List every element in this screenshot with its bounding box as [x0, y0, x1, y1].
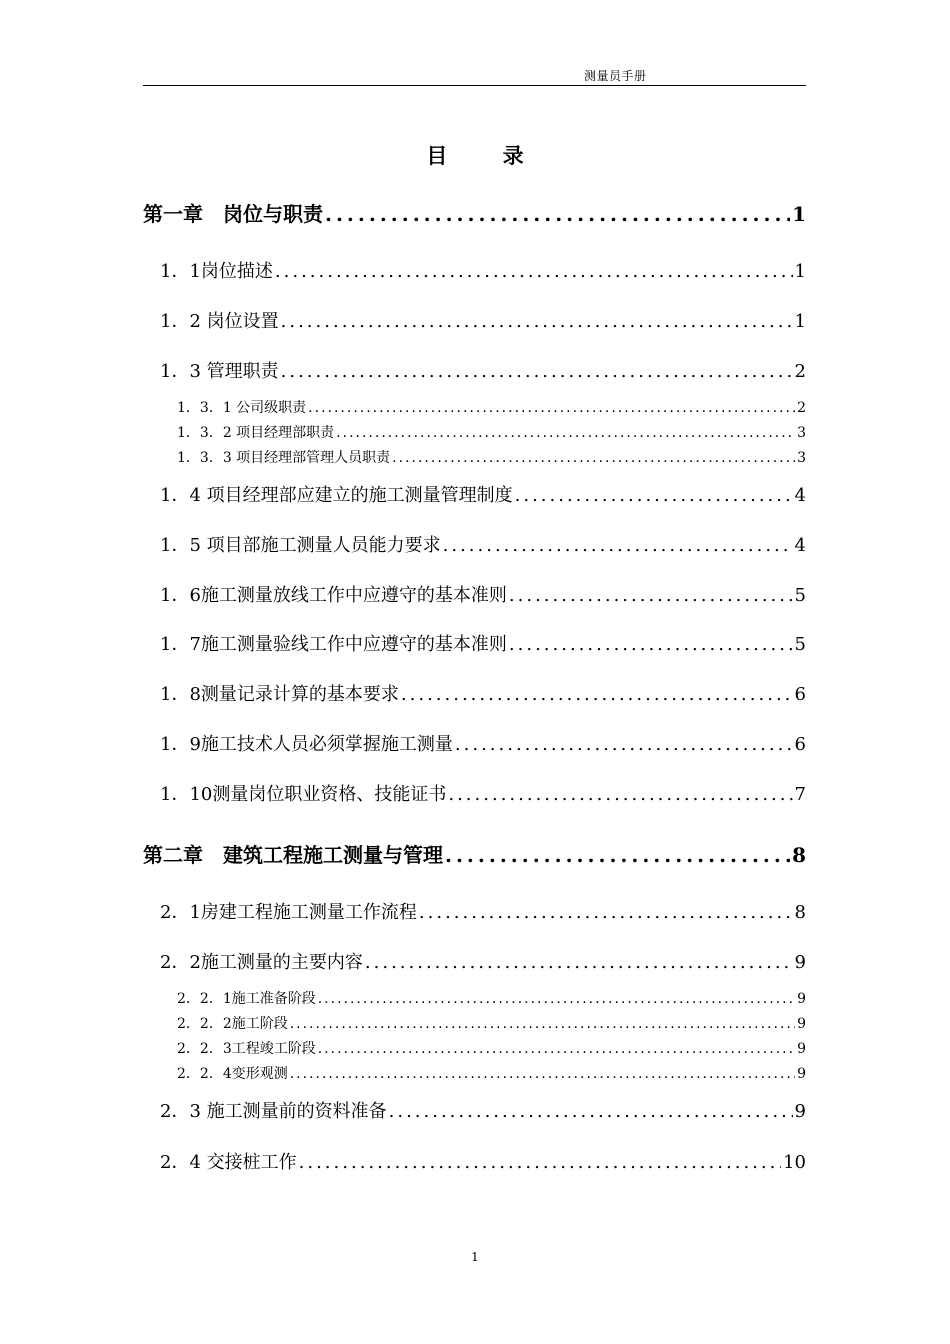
toc-entry-page: 10 — [783, 1152, 806, 1173]
header-rule — [143, 85, 806, 86]
toc-entry-label: 2．2．3工程竣工阶段 — [177, 1041, 316, 1057]
toc-entry-label: 2．1房建工程施工测量工作流程 — [160, 902, 417, 923]
toc-entry-label: 2．2．2施工阶段 — [177, 1016, 288, 1032]
toc-entry-label: 1．3．2 项目经理部职责 — [177, 425, 335, 441]
toc-entry-1-10[interactable] — [160, 780, 806, 806]
toc-entry-page: 6 — [794, 684, 806, 705]
toc-entry-page: 4 — [794, 485, 806, 506]
toc-entry-1-5[interactable] — [160, 531, 806, 557]
toc-entry-page: 7 — [794, 784, 806, 805]
dot-leader — [290, 1066, 795, 1082]
dot-leader — [515, 485, 793, 506]
toc-entry-page: 9 — [797, 1041, 806, 1057]
toc-entry-2-4[interactable] — [160, 1148, 806, 1174]
dot-leader — [509, 585, 793, 606]
toc-entry-2-2-4[interactable] — [177, 1063, 806, 1083]
dot-leader — [401, 684, 793, 705]
toc-entry-2-1[interactable] — [160, 898, 806, 924]
toc-entry-label: 2．2施工测量的主要内容 — [160, 952, 363, 973]
toc-entry-label: 1．2 岗位设置 — [160, 311, 279, 332]
toc-entry-page: 9 — [797, 1016, 806, 1032]
toc-entry-2-2-1[interactable] — [177, 988, 806, 1008]
toc-entry-page: 6 — [794, 734, 806, 755]
toc-entry-label: 1．3．1 公司级职责 — [177, 400, 307, 416]
toc-entry-label: 第二章 建筑工程施工测量与管理 — [143, 843, 443, 867]
toc-entry-1-2[interactable] — [160, 307, 806, 333]
dot-leader — [275, 261, 793, 282]
toc-entry-1-3-3[interactable] — [177, 447, 806, 467]
toc-entry-label: 1．5 项目部施工测量人员能力要求 — [160, 535, 441, 556]
toc-entry-page: 5 — [794, 585, 806, 606]
dot-leader — [281, 361, 793, 382]
dot-leader — [318, 1041, 795, 1057]
toc-entry-page: 4 — [794, 535, 806, 556]
toc-entry-page: 3 — [797, 450, 806, 466]
toc-entry-2-2-3[interactable] — [177, 1038, 806, 1058]
toc-entry-label: 1．9施工技术人员必须掌握施工测量 — [160, 734, 453, 755]
dot-leader — [325, 202, 790, 226]
toc-entry-label: 第一章 岗位与职责 — [143, 202, 323, 226]
dot-leader — [443, 535, 793, 556]
toc-entry-1-3-1[interactable] — [177, 397, 806, 417]
toc-title: 目 录 — [426, 143, 548, 168]
dot-leader — [299, 1152, 781, 1173]
toc-entry-page: 8 — [794, 902, 806, 923]
toc-entry-label: 2．3 施工测量前的资料准备 — [160, 1101, 387, 1122]
dot-leader — [336, 425, 795, 441]
dot-leader — [290, 1016, 795, 1032]
dot-leader — [365, 952, 793, 973]
toc-entry-page: 9 — [797, 991, 806, 1007]
toc-entry-label: 1．10测量岗位职业资格、技能证书 — [160, 784, 447, 805]
dot-leader — [455, 734, 793, 755]
toc-entry-1-4[interactable] — [160, 481, 806, 507]
toc-entry-1-8[interactable] — [160, 680, 806, 706]
toc-entry-2-2[interactable] — [160, 948, 806, 974]
toc-entry-1-3-2[interactable] — [177, 422, 806, 442]
dot-leader — [281, 311, 793, 332]
toc-entry-1-7[interactable] — [160, 630, 806, 656]
toc-entry-label: 1．6施工测量放线工作中应遵守的基本准则 — [160, 585, 507, 606]
dot-leader — [448, 784, 792, 805]
toc-entry-page: 5 — [794, 634, 806, 655]
toc-entry-page: 9 — [794, 1101, 806, 1122]
toc-entry-1-3[interactable] — [160, 357, 806, 383]
toc-entry-page: 2 — [794, 361, 806, 382]
toc-entry-page: 2 — [797, 400, 806, 416]
toc-entry-1-1[interactable] — [160, 257, 806, 283]
toc-entry-chapter-1[interactable] — [143, 198, 806, 227]
running-header: 测量员手册 — [584, 69, 647, 83]
toc-entry-label: 2．2．4变形观测 — [177, 1066, 288, 1082]
toc-entry-page: 3 — [797, 425, 806, 441]
toc-entry-page: 9 — [797, 1066, 806, 1082]
toc-entry-label: 1．3．3 项目经理部管理人员职责 — [177, 450, 391, 466]
toc-entry-label: 2．2．1施工准备阶段 — [177, 991, 316, 1007]
toc-entry-2-3[interactable] — [160, 1097, 806, 1123]
toc-entry-page: 1 — [794, 311, 806, 332]
toc-entry-page: 1 — [794, 261, 806, 282]
toc-entry-page: 8 — [792, 843, 806, 867]
dot-leader — [318, 991, 795, 1007]
toc-entry-2-2-2[interactable] — [177, 1013, 806, 1033]
toc-entry-label: 1．1岗位描述 — [160, 261, 273, 282]
toc-entry-1-9[interactable] — [160, 730, 806, 756]
dot-leader — [392, 450, 795, 466]
toc-entry-label: 1．7施工测量验线工作中应遵守的基本准则 — [160, 634, 507, 655]
toc-entry-label: 1．3 管理职责 — [160, 361, 279, 382]
dot-leader — [445, 843, 790, 867]
toc-entry-page: 1 — [792, 202, 806, 226]
toc-entry-label: 1．4 项目经理部应建立的施工测量管理制度 — [160, 485, 513, 506]
dot-leader — [389, 1101, 793, 1122]
dot-leader — [419, 902, 793, 923]
footer-page-number: 1 — [471, 1250, 479, 1264]
dot-leader — [509, 634, 793, 655]
dot-leader — [308, 400, 795, 416]
toc-entry-label: 1．8测量记录计算的基本要求 — [160, 684, 399, 705]
toc-entry-chapter-2[interactable] — [143, 839, 806, 868]
toc-entry-label: 2．4 交接桩工作 — [160, 1152, 297, 1173]
toc-entry-page: 9 — [794, 952, 806, 973]
toc-entry-1-6[interactable] — [160, 581, 806, 607]
